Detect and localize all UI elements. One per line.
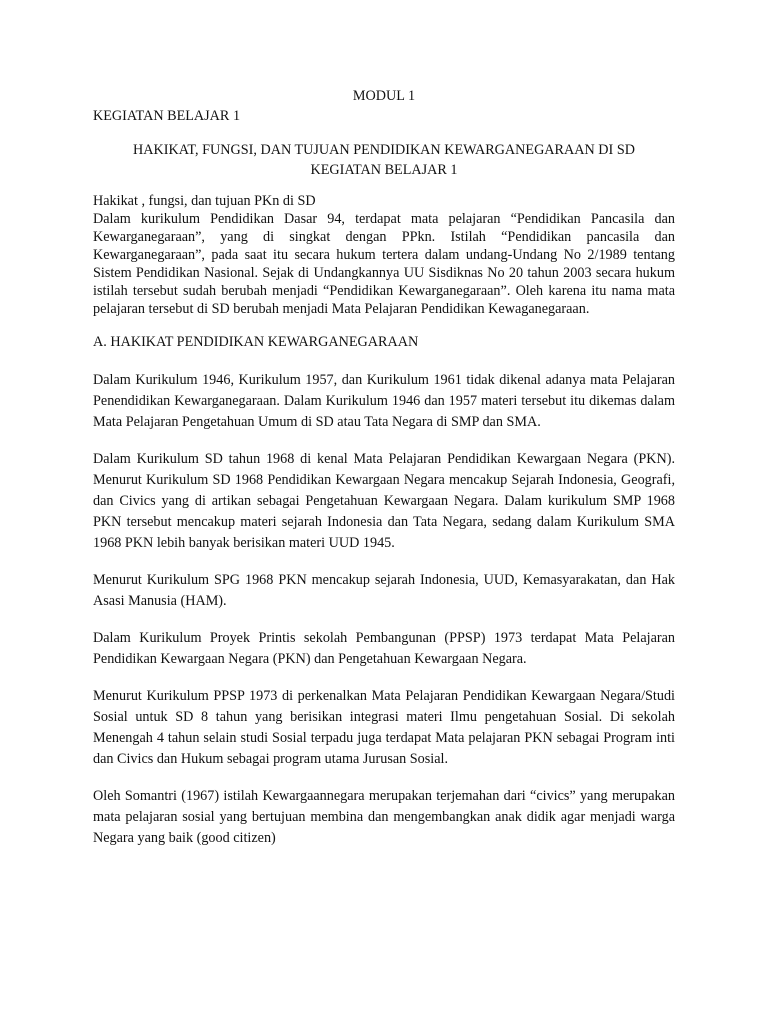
intro-subtitle: Hakikat , fungsi, dan tujuan PKn di SD: [93, 193, 316, 209]
paragraph-kurikulum-spg-1968: Menurut Kurikulum SPG 1968 PKN mencakup sejarah Indonesia, UUD, Kemasyarakatan, dan Hak Asasi Manusia (HAM).: [93, 572, 675, 609]
paragraph-kurikulum-sd-1968: Dalam Kurikulum SD tahun 1968 di kenal Mata Pelajaran Pendidikan Kewargaan Negara (PKN). Menurut Kurikulum SD 1968 Pendidikan Kewargaan Negara mencakup Sejarah Indonesia, Geografi, dan Civics yang di artikan sebagai Pengetahuan Kewargaan Negara. Dalam kurikulum SMP 1968 PKN tersebut mencakup materi sejarah Indonesia dan Tata Negara, sedang dalam Kurikulum SMA 1968 PKN lebih banyak berisikan materi UUD 1945.: [93, 451, 675, 551]
module-title: MODUL 1: [352, 88, 416, 104]
intro-block: [93, 192, 675, 318]
document-page: [93, 86, 675, 849]
paragraph-ppsp-1973-detail: Menurut Kurikulum PPSP 1973 di perkenalkan Mata Pelajaran Pendidikan Kewargaan Negara/Studi Sosial untuk SD 8 tahun yang berisikan integrasi materi Ilmu pengetahuan Sosial. Di sekolah Menengah 4 tahun selain studi Sosial terpadu juga terdapat Mata pelajaran PKN sebagai Program inti dan Civics dan Hukum sebagai program utama Jurusan Sosial.: [93, 688, 675, 767]
main-heading: [93, 140, 675, 180]
paragraph-kurikulum-1946: Dalam Kurikulum 1946, Kurikulum 1957, dan Kurikulum 1961 tidak dikenal adanya mata Pelajaran Penendidikan Kewarganegaraan. Dalam Kurikulum 1946 dan 1957 materi tersebut itu dikemas dalam Mata Pelajaran Pengetahuan Umum di SD atau Tata Negara di SMP dan SMA.: [93, 372, 675, 430]
section-a-heading: A. HAKIKAT PENDIDIKAN KEWARGANEGARAAN: [93, 334, 419, 350]
paragraph-somantri-1967: Oleh Somantri (1967) istilah Kewargaannegara merupakan terjemahan dari “civics” yang merupakan mata pelajaran sosial yang bertujuan membina dan mengembangkan anak didik agar menjadi warga Negara yang baik (good citizen): [93, 788, 675, 846]
intro-paragraph: Dalam kurikulum Pendidikan Dasar 94, terdapat mata pelajaran “Pendidikan Pancasila dan Kewarganegaraan”, yang di singkat dengan PPkn. Istilah “Pendidikan pancasila dan Kewarganegaraan”, pada saat itu secara hukum tertera dalam undang-Undang No 2/1989 tentang Sistem Pendidikan Nasional. Sejak di Undangkannya UU Sisdiknas No 20 tahun 2003 secara hukum istilah tersebut sudah berubah menjadi “Pendidikan Kewarganegaraan”. Oleh karena itu nama mata pelajaran tersebut di SD berubah menjadi Mata Pelajaran Pendidikan Kewaganegaraan.: [93, 211, 675, 317]
paragraph-ppsp-1973: Dalam Kurikulum Proyek Printis sekolah Pembangunan (PPSP) 1973 terdapat Mata Pelajaran Pendidikan Kewargaan Negara (PKN) dan Pengetahuan Kewargaan Negara.: [93, 630, 675, 667]
main-heading-line-1: HAKIKAT, FUNGSI, DAN TUJUAN PENDIDIKAN KEWARGANEGARAAN DI SD: [133, 142, 635, 158]
activity-label: KEGIATAN BELAJAR 1: [93, 108, 241, 124]
main-heading-line-2: KEGIATAN BELAJAR 1: [310, 162, 458, 178]
